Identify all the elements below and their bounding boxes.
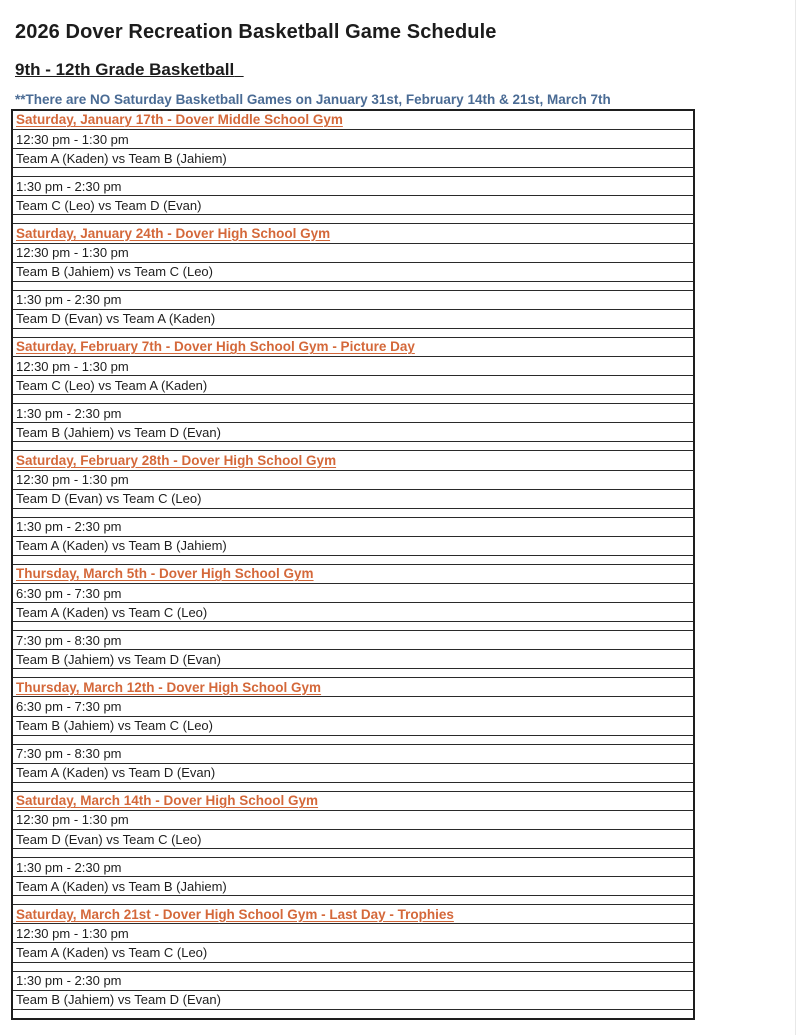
game-time: 12:30 pm - 1:30 pm [13, 244, 693, 263]
game-matchup: Team B (Jahiem) vs Team C (Leo) [13, 263, 693, 282]
spacer-row [13, 736, 693, 745]
spacer-row [13, 849, 693, 858]
spacer-row [13, 622, 693, 631]
game-matchup: Team A (Kaden) vs Team B (Jahiem) [13, 149, 693, 168]
game-matchup: Team A (Kaden) vs Team B (Jahiem) [13, 877, 693, 896]
day-header [13, 678, 693, 697]
day-header-text: Thursday, March 5th - Dover High School Gym [16, 566, 314, 582]
day-header-text: Saturday, February 28th - Dover High School Gym [16, 452, 337, 468]
spacer-row [13, 168, 693, 177]
spacer-row [13, 783, 693, 792]
game-time: 6:30 pm - 7:30 pm [13, 584, 693, 603]
day-header [13, 224, 693, 243]
day-header-text: Thursday, March 12th - Dover High School Gym [16, 679, 322, 695]
game-matchup: Team D (Evan) vs Team C (Leo) [13, 830, 693, 849]
day-header [13, 111, 693, 130]
game-time: 7:30 pm - 8:30 pm [13, 631, 693, 650]
game-time: 12:30 pm - 1:30 pm [13, 811, 693, 830]
game-time: 1:30 pm - 2:30 pm [13, 404, 693, 423]
game-time: 12:30 pm - 1:30 pm [13, 357, 693, 376]
day-header-text: Saturday, March 21st - Dover High School Gym - Last Day - Trophies [16, 906, 454, 922]
game-time: 1:30 pm - 2:30 pm [13, 177, 693, 196]
day-header-text: Saturday, January 24th - Dover High School Gym [16, 225, 331, 241]
game-time: 1:30 pm - 2:30 pm [13, 291, 693, 310]
game-matchup: Team A (Kaden) vs Team B (Jahiem) [13, 537, 693, 556]
spacer-row [13, 896, 693, 905]
game-matchup: Team A (Kaden) vs Team C (Leo) [13, 603, 693, 622]
document-title: 2026 Dover Recreation Basketball Game Schedule [15, 21, 497, 43]
spacer-row [13, 1010, 693, 1018]
spacer-row [13, 329, 693, 338]
no-games-notice: **There are NO Saturday Basketball Games on January 31st, February 14th & 21st, March 7th [15, 92, 611, 107]
day-header-text: Saturday, January 17th - Dover Middle School Gym [16, 112, 343, 128]
game-time: 1:30 pm - 2:30 pm [13, 972, 693, 991]
game-time: 12:30 pm - 1:30 pm [13, 924, 693, 943]
game-time: 12:30 pm - 1:30 pm [13, 471, 693, 490]
grade-subtitle: 9th - 12th Grade Basketball [15, 60, 235, 79]
game-matchup: Team D (Evan) vs Team A (Kaden) [13, 310, 693, 329]
scan-edge-divider [795, 0, 796, 1035]
day-header [13, 792, 693, 811]
spacer-row [13, 282, 693, 291]
game-time: 1:30 pm - 2:30 pm [13, 858, 693, 877]
game-time: 7:30 pm - 8:30 pm [13, 745, 693, 764]
game-matchup: Team A (Kaden) vs Team D (Evan) [13, 764, 693, 783]
game-matchup: Team D (Evan) vs Team C (Leo) [13, 490, 693, 509]
game-time: 6:30 pm - 7:30 pm [13, 697, 693, 716]
game-matchup: Team B (Jahiem) vs Team D (Evan) [13, 991, 693, 1010]
spacer-row [13, 395, 693, 404]
day-header [13, 905, 693, 924]
spacer-row [13, 556, 693, 565]
game-matchup: Team C (Leo) vs Team D (Evan) [13, 196, 693, 215]
day-header [13, 451, 693, 470]
spacer-row [13, 215, 693, 224]
game-matchup: Team C (Leo) vs Team A (Kaden) [13, 376, 693, 395]
day-header [13, 338, 693, 357]
spacer-row [13, 669, 693, 678]
game-matchup: Team B (Jahiem) vs Team D (Evan) [13, 650, 693, 669]
day-header [13, 565, 693, 584]
spacer-row [13, 442, 693, 451]
game-matchup: Team B (Jahiem) vs Team C (Leo) [13, 717, 693, 736]
game-matchup: Team B (Jahiem) vs Team D (Evan) [13, 423, 693, 442]
spacer-row [13, 509, 693, 518]
day-header-text: Saturday, February 7th - Dover High School Gym - Picture Day [16, 339, 415, 355]
day-header-text: Saturday, March 14th - Dover High School Gym [16, 793, 319, 809]
game-time: 1:30 pm - 2:30 pm [13, 518, 693, 537]
game-time: 12:30 pm - 1:30 pm [13, 130, 693, 149]
game-matchup: Team A (Kaden) vs Team C (Leo) [13, 943, 693, 962]
schedule-table [11, 109, 695, 1020]
spacer-row [13, 963, 693, 972]
